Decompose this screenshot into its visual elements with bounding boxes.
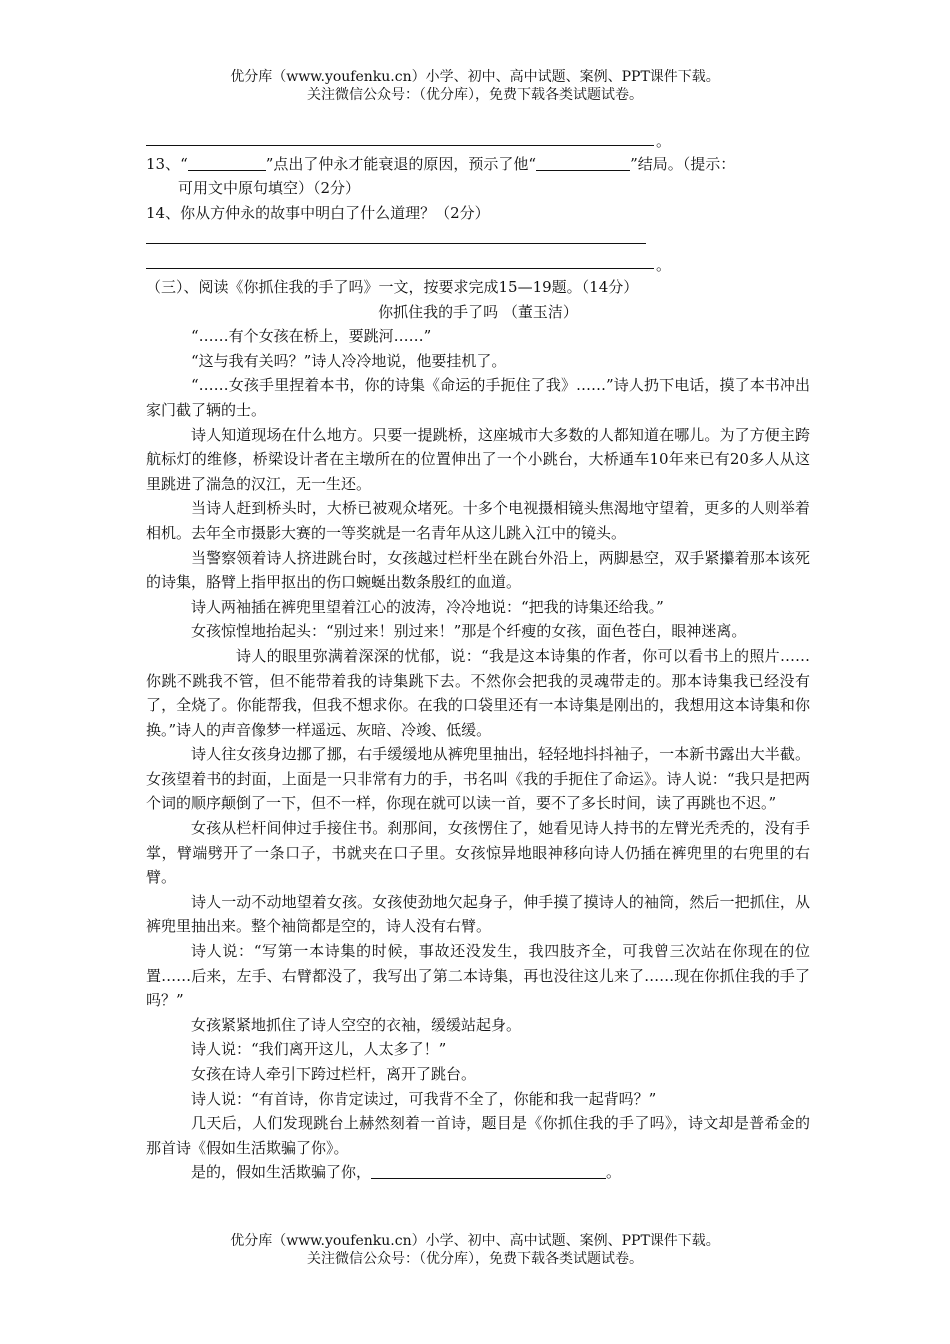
article-title: 你抓住我的手了吗 （董玉洁） — [378, 302, 578, 321]
paragraph: 诗人知道现场在什么地方。只要一提跳桥，这座城市大多数的人都知道在哪儿。为了方便主跨航标灯的维修，桥梁设计者在主墩所在的位置伸出了一个小跳台，大桥通车10年来已有20多人从这里跳进了湍急的汉江，无一生还。 — [146, 425, 810, 493]
paragraph: “……女孩手里捏着本书，你的诗集《命运的手扼住了我》……”诗人扔下电话，摸了本书冲出家门截了辆的士。 — [146, 376, 810, 419]
paragraph: 诗人说：“写第一本诗集的时候，事故还没发生，我四肢齐全，可我曾三次站在你现在的位置……后来，左手、右臂都没了，我写出了第二本诗集，再也没往这儿来了……现在你抓住我的手了吗？” — [146, 942, 810, 1010]
paragraph: 女孩紧紧地抓住了诗人空空的衣袖，缓缓站起身。 — [191, 1015, 522, 1034]
last-line — [146, 1160, 810, 1185]
paragraph: 诗人说：“我们离开这儿，人太多了！” — [191, 1040, 447, 1059]
answer-blank-line[interactable] — [146, 145, 654, 146]
footer-line-2: 关注微信公众号：（优分库），免费下载各类试题试卷。 — [307, 1251, 643, 1267]
paragraph: 当诗人赶到桥头时，大桥已被观众堵死。十多个电视摄相镜头焦渴地守望着，更多的人则举着相机。去年全市摄影大赛的一等奖就是一名青年从这儿跳入江中的镜头。 — [146, 499, 810, 542]
question-14: 14、你从方仲永的故事中明白了什么道理？（2分） — [146, 204, 490, 222]
paragraph: 诗人说：“有首诗，你肯定读过，可我背不全了，你能和我一起背吗？” — [191, 1089, 657, 1108]
question-13 — [146, 152, 735, 176]
footer-line-1: 优分库（www.youfenku.cn）小学、初中、高中试题、案例、PPT课件下载。 — [230, 1233, 720, 1249]
paragraph: “这与我有关吗？”诗人冷冷地说，他要挂机了。 — [191, 351, 507, 370]
q13-hint: 可用文中原句填空）（2分） — [178, 179, 361, 197]
q13-mid: ”点出了仲永才能衰退的原因，预示了他“ — [265, 155, 537, 173]
q13-blank-2[interactable] — [536, 154, 630, 171]
paragraph: 女孩在诗人牵引下跨过栏杆，离开了跳台。 — [191, 1065, 477, 1083]
paragraph: 诗人一动不动地望着女孩。女孩使劲地欠起身子，伸手摸了摸诗人的袖筒，然后一把抓住，从裤兜里抽出来。整个袖筒都是空的，诗人没有右臂。 — [146, 892, 810, 936]
final-answer-blank[interactable] — [371, 1162, 606, 1179]
paragraph: 当警察领着诗人挤进跳台时，女孩越过栏杆坐在跳台外沿上，两脚悬空，双手紧攥着那本该死的诗集，胳臂上指甲抠出的伤口蜿蜒出数条殷红的血道。 — [146, 548, 810, 592]
paragraph: 诗人往女孩身边挪了挪，右手缓缓地从裤兜里抽出，轻轻地抖抖袖子，一本新书露出大半截。女孩望着书的封面，上面是一只非常有力的手，书名叫《我的手扼住了命运》。诗人说：“我只是把两个词的顺序颠倒了一下，但不一样，你现在就可以读一首，要不了多长时间，读了再跳也不迟。” — [146, 745, 810, 813]
q13-blank-1[interactable] — [188, 154, 266, 171]
reading-section-3 — [146, 275, 810, 1185]
page-footer — [0, 1232, 950, 1268]
q14-answer-line-2[interactable] — [146, 268, 654, 269]
paragraph: 女孩惊惶地抬起头：“别过来！别过来！”那是个纤瘦的女孩，面色苍白，眼神迷离。 — [191, 622, 747, 641]
answer-period: 。 — [656, 132, 672, 150]
paragraph: 女孩从栏杆间伸过手接住书。刹那间，女孩愣住了，她看见诗人持书的左臂光秃秃的，没有手掌，臂端劈开了一条口子，书就夹在口子里。女孩惊异地眼神移向诗人仍插在裤兜里的右兜里的右臂。 — [146, 819, 810, 887]
paragraph: 诗人两袖插在裤兜里望着江心的波涛，冷冷地说：“把我的诗集还给我。” — [191, 597, 664, 616]
paragraph: 诗人的眼里弥满着深深的忧郁，说：“我是这本诗集的作者，你可以看书上的照片……你跳不跳我不管，但不能带着我的诗集跳下去。不然你会把我的灵魂带走的。那本诗集我已经没有了，全烧了。你能帮我，但我不想求你。在我的口袋里还有一本诗集是刚出的，我想用这本诗集和你换。”诗人的声音像梦一样遥远、灰暗、冷竣、低缓。 — [146, 646, 810, 739]
header-line-2: 关注微信公众号：（优分库），免费下载各类试题试卷。 — [307, 87, 643, 103]
q14-answer-period: 。 — [656, 256, 672, 274]
q13-suffix: ”结局。（提示： — [630, 155, 736, 173]
section-instruction: （三）、阅读《你抓住我的手了吗》一文，按要求完成15—19题。（14分） — [146, 278, 639, 296]
paragraph: “……有个女孩在桥上，要跳河……” — [191, 327, 432, 346]
paragraph: 几天后，人们发现跳台上赫然刻着一首诗，题目是《你抓住我的手了吗》，诗文却是普希金的那首诗《假如生活欺骗了你》。 — [146, 1114, 810, 1157]
q13-prefix: 13、“ — [146, 155, 188, 173]
page-header — [0, 68, 950, 104]
header-line-1: 优分库（www.youfenku.cn）小学、初中、高中试题、案例、PPT课件下载。 — [230, 69, 720, 85]
q14-answer-line-1[interactable] — [146, 243, 646, 244]
last-line-text: 是的，假如生活欺骗了你， — [191, 1163, 372, 1182]
last-line-period: 。 — [606, 1163, 622, 1182]
